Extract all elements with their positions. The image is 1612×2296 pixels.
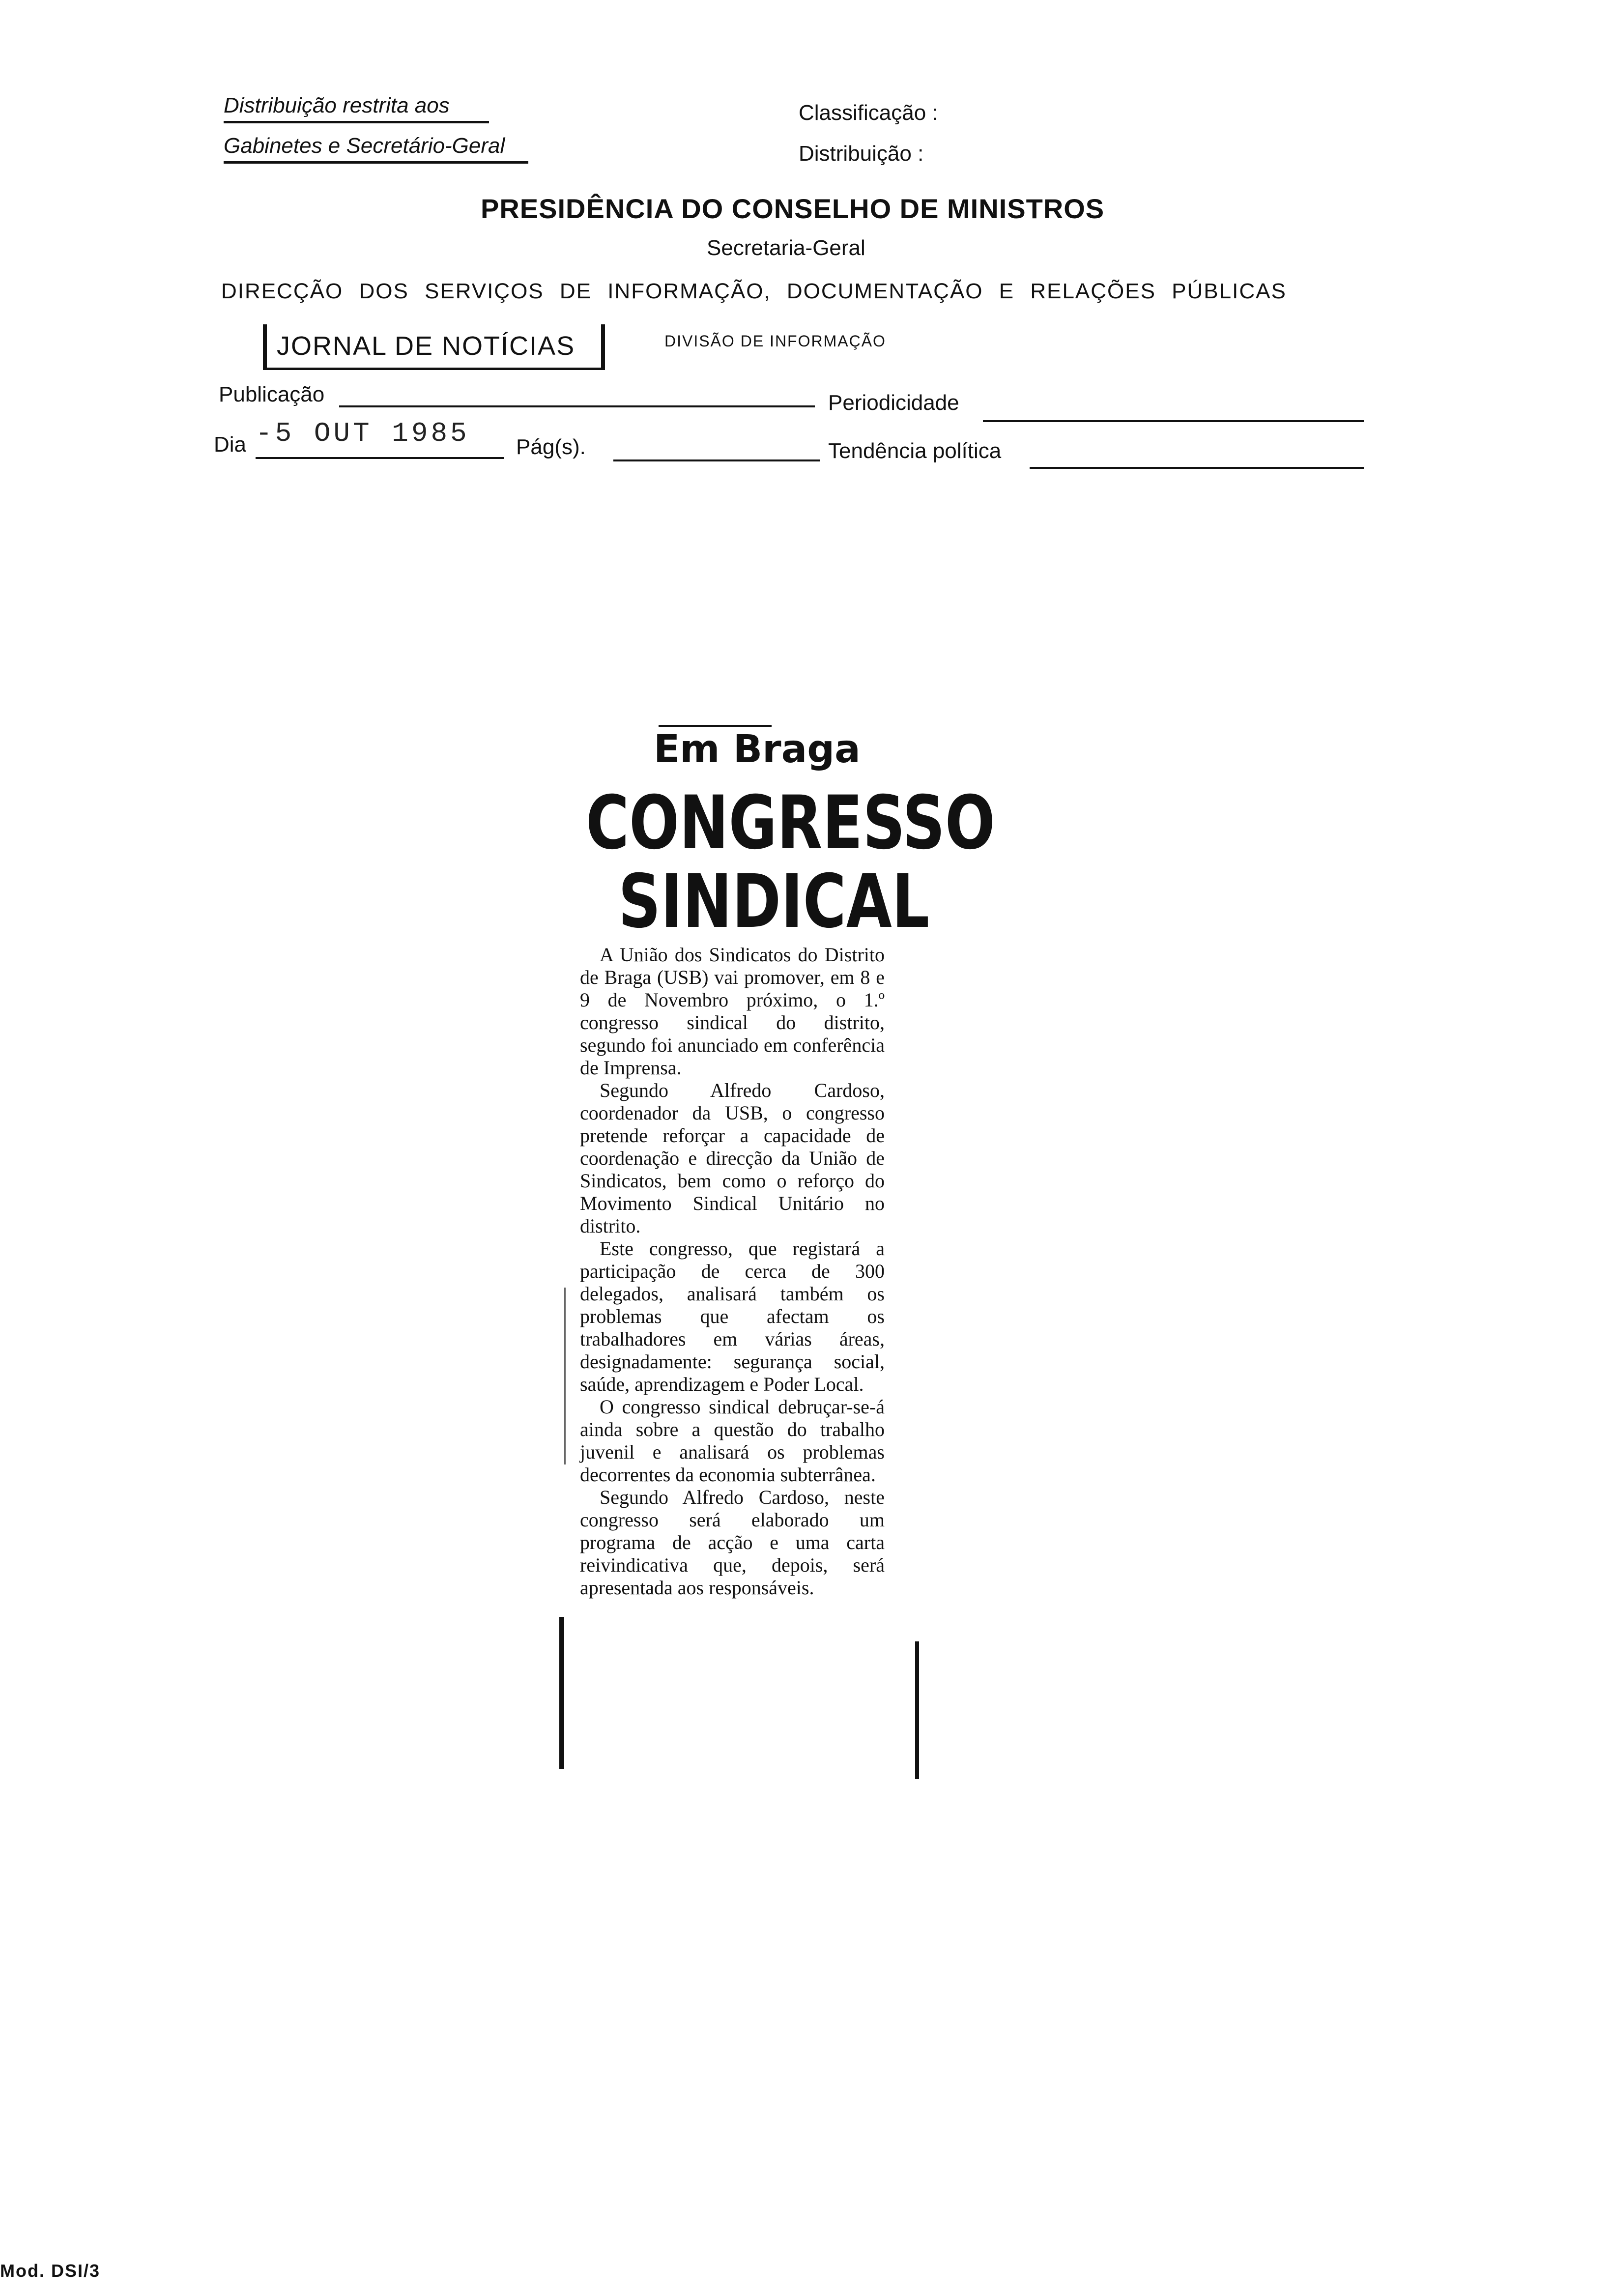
tendencia-label: Tendência política — [828, 439, 1002, 463]
newspaper-stamp — [263, 324, 605, 370]
clipping-left-faint-edge — [564, 1288, 566, 1464]
classificacao-label: Classificação : — [799, 101, 938, 125]
periodicidade-field-line — [983, 420, 1364, 422]
date-stamp: -5 OUT 1985 — [256, 418, 470, 449]
restricted-distribution-line2: Gabinetes e Secretário-Geral — [224, 134, 528, 164]
periodicidade-label: Periodicidade — [828, 391, 959, 415]
article-paragraph: Segundo Alfredo Cardoso, coordenador da USB, o congresso pretende reforçar a capacidade de coordenação e direcção da União de Sindicatos, bem como o reforço do Movimento Sindical Unitário no distrito. — [580, 1079, 885, 1237]
article-body — [580, 944, 885, 1599]
pags-label: Pág(s). — [516, 435, 586, 459]
publicacao-field-line — [339, 405, 815, 407]
dia-field-line — [256, 457, 504, 459]
form-code: Mod. DSI/3 — [0, 2261, 101, 2281]
department-line: DIRECÇÃO DOS SERVIÇOS DE INFORMAÇÃO, DOCUMENTAÇÃO E RELAÇÕES PÚBLICAS — [221, 279, 1287, 303]
clipping-top-rule — [659, 725, 772, 727]
pags-field-line — [613, 459, 820, 461]
article-headline-line1: CONGRESSO — [586, 780, 995, 866]
article-paragraph: O congresso sindical debruçar-se-á ainda sobre a questão do trabalho juvenil e analisará os problemas decorrentes da economia subterrânea. — [580, 1396, 885, 1486]
clipping-left-edge — [559, 1617, 564, 1769]
page-title: PRESIDÊNCIA DO CONSELHO DE MINISTROS — [481, 193, 1105, 224]
article-paragraph: Segundo Alfredo Cardoso, neste congresso será elaborado um programa de acção e uma carta reivindicativa que, depois, será apresentada aos responsáveis. — [580, 1486, 885, 1599]
publicacao-label: Publicação — [219, 382, 325, 406]
article-paragraph: Este congresso, que registará a participação de cerca de 300 delegados, analisará também os problemas que afectam os trabalhadores em várias áreas, designadamente: segurança social, saúde, aprendizagem e Poder Local. — [580, 1237, 885, 1395]
dia-label: Dia — [214, 432, 247, 457]
newspaper-name: JORNAL DE NOTÍCIAS — [277, 331, 576, 361]
distribuicao-label: Distribuição : — [799, 142, 924, 166]
article-headline-line2: SINDICAL — [618, 859, 930, 945]
article-paragraph: A União dos Sindicatos do Distrito de Braga (USB) vai promover, em 8 e 9 de Novembro próximo, o 1.º congresso sindical do distrito, segundo foi anunciado em conferência de Imprensa. — [580, 944, 885, 1079]
tendencia-field-line — [1030, 467, 1364, 469]
page-subtitle: Secretaria-Geral — [707, 236, 865, 260]
article-kicker: Em Braga — [654, 727, 861, 772]
clipping-right-edge — [915, 1641, 919, 1779]
division-label: DIVISÃO DE INFORMAÇÃO — [664, 332, 886, 350]
restricted-distribution-line1: Distribuição restrita aos — [224, 93, 489, 123]
